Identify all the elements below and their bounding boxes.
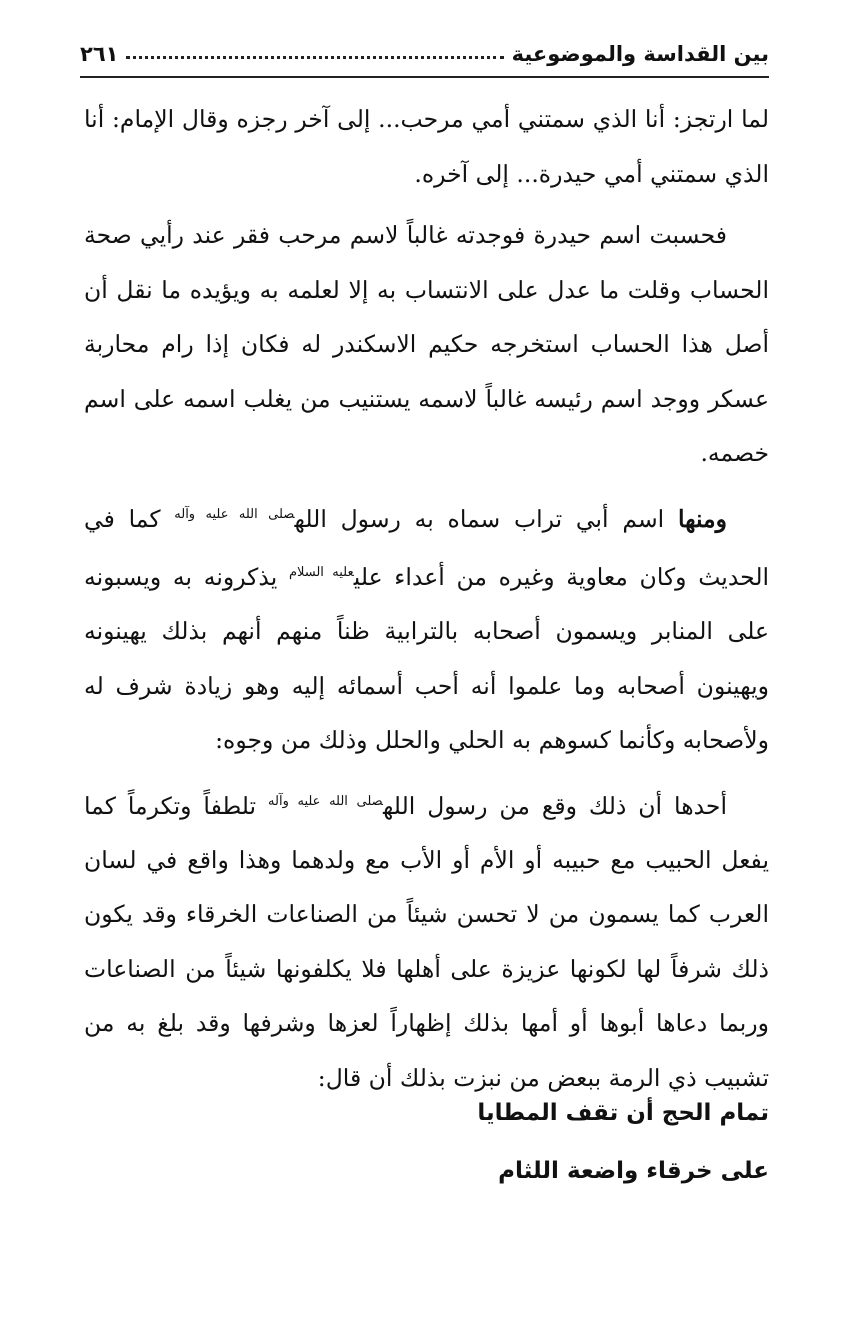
paragraph-4-part-1: أحدها أن ذلك وقع من رسول الله bbox=[382, 791, 727, 820]
verse-line-2 bbox=[84, 1158, 769, 1184]
body-text bbox=[84, 92, 769, 1112]
running-header bbox=[80, 32, 769, 66]
running-title: بين القداسة والموضوعية bbox=[511, 42, 769, 66]
paragraph-3-part-3: يذكرونه به ويسبونه على المنابر ويسمون أصحابه بالترابية ظناً منهم أنهم بذلك يهينونه ويهينون أصحابه وما علموا أنه أحب أسمائه إليه وهو زيادة شرف له ولأصحابه وكأنما كسوهم به الحلي والحلل وذلك من وجوه: bbox=[84, 562, 769, 755]
paragraph-4-part-2: تلطفاً وتكرماً كما يفعل الحبيب مع حبيبه أو الأم أو الأب مع ولدهما وهذا واقع في لسان العرب كما يسمون من لا تحسن شيئاً من الصناعات الخرقاء وقد يكون ذلك شرفاً لها لكونها عزيزة على أهلها فلا يكلفونها شيئاً من الصناعات وربما دعاها أبوها أو أمها بذلك إظهاراً لعزها وشرفها وقد بلغ به من تشبيب ذي الرمة ببعض من نبزت بذلك أن قال: bbox=[84, 791, 769, 1092]
honorific-glyph-1: صلى الله عليه وآله bbox=[174, 506, 295, 522]
page-number: ٢٦١ bbox=[80, 42, 119, 66]
verse-hemistich-2: على خرقاء واضعة اللثام bbox=[498, 1158, 769, 1184]
header-rule bbox=[80, 76, 769, 78]
verse-line-1 bbox=[84, 1100, 769, 1126]
paragraph-2: فحسبت اسم حيدرة فوجدته غالباً لاسم مرحب فقر عند رأيي صحة الحساب وقلت ما عدل على الانتساب به إلا لعلمه به ويؤيده ما نقل أن أصل هذا الحساب استخرجه حكيم الاسكندر له فكان إذا رام محاربة عسكر ووجد اسم رئيسه غالباً لاسمه يستنيب من يغلب اسمه على اسم خصمه. bbox=[84, 221, 769, 467]
paragraph-3-lead: ومنها bbox=[677, 504, 727, 533]
honorific-glyph-3: صلى الله عليه وآله bbox=[268, 793, 383, 809]
paragraph-3 bbox=[84, 488, 769, 768]
paragraph-4 bbox=[84, 775, 769, 1106]
leader-dots bbox=[126, 56, 503, 59]
verse-hemistich-1: تمام الحج أن تقف المطايا bbox=[477, 1100, 769, 1126]
honorific-glyph-2: عليه السلام bbox=[288, 564, 354, 580]
paragraph-3-part-2: كما في الحديث وكان معاوية وغيره من أعداء علي bbox=[84, 504, 770, 591]
paragraph-3-part-1: اسم أبي تراب سماه به رسول الله bbox=[294, 504, 678, 533]
paragraph-1: لما ارتجز: أنا الذي سمتني أمي مرحب... إلى آخر رجزه وقال الإمام: أنا الذي سمتني أمي حيدرة... إلى آخره. bbox=[84, 105, 769, 188]
